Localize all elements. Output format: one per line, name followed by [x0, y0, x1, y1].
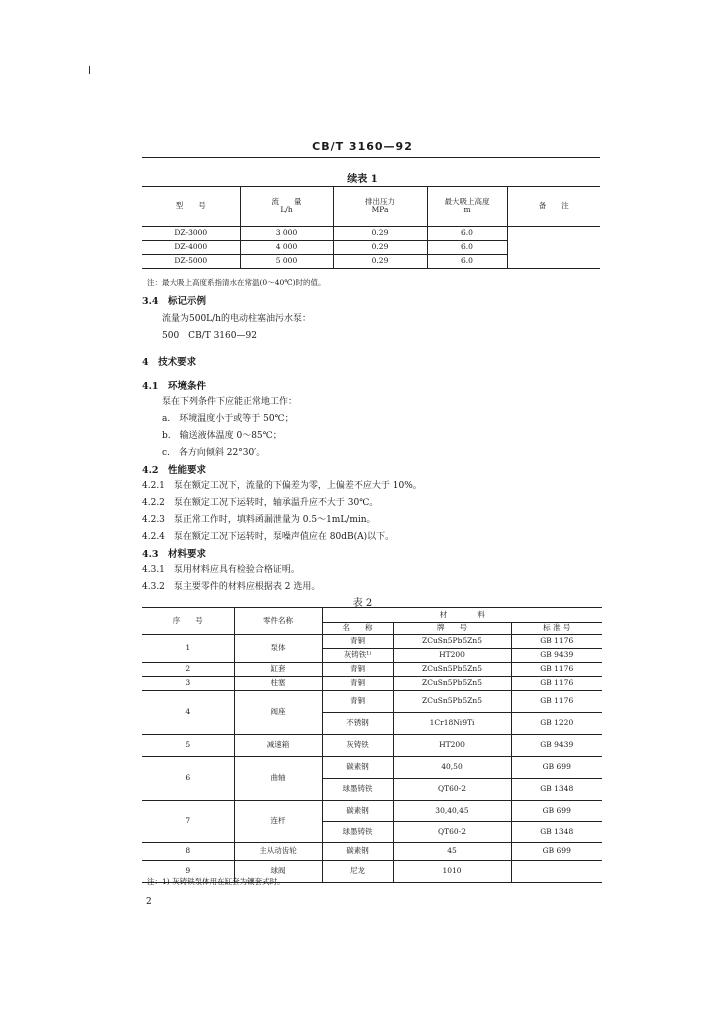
- section-4-2-2: 4.2.2 泵在额定工况下运转时，轴承温升应不大于 30℃。: [142, 498, 379, 508]
- section-4-2-title: 4.2 性能要求: [142, 465, 207, 476]
- t2-cell-part: 球阀: [234, 861, 322, 883]
- table-row: [142, 226, 600, 240]
- t2-cell-grade: 1Cr18Ni9Ti: [393, 713, 511, 735]
- t2-cell-grade: ZCuSn5Pb5Zn5: [393, 677, 511, 691]
- t1-cell-flow: 4 000: [240, 240, 333, 254]
- t2-cell-no: 2: [142, 663, 234, 677]
- t2-cell-mat-name: 碳素钢: [322, 757, 393, 779]
- t1-suction-label: 最大吸上高度: [444, 196, 490, 206]
- t2-cell-no: 4: [142, 691, 234, 735]
- table-row: [142, 735, 602, 757]
- section-4-3-1: 4.3.1 泵用材料应具有检验合格证明。: [142, 565, 300, 575]
- t2-cell-mat-name: 灰铸铁: [322, 735, 393, 757]
- t2-header-standard: 标 准 号: [511, 623, 602, 635]
- t1-cell-flow: 3 000: [240, 226, 333, 240]
- t1-header-suction: [427, 187, 507, 226]
- table-row: [142, 691, 602, 713]
- section-3-4-line2: 500 CB/T 3160—92: [162, 331, 257, 341]
- section-4-1-b: b. 输送液体温度 0～85℃；: [162, 431, 282, 441]
- section-4-2-3: 4.2.3 泵正常工作时，填料函漏泄量为 0.5～1mL/min。: [142, 515, 376, 525]
- t2-cell-standard: GB 1348: [511, 822, 602, 843]
- t2-cell-no: 8: [142, 843, 234, 861]
- standard-number-header: CB/T 3160—92: [312, 140, 413, 153]
- section-4-title: 4 技术要求: [142, 357, 197, 368]
- t1-cell-model: DZ-5000: [142, 254, 240, 268]
- t1-header-remarks: 备 注: [507, 187, 600, 226]
- t1-cell-flow: 5 000: [240, 254, 333, 268]
- t2-header-no: 序 号: [142, 608, 234, 635]
- table-row: [142, 635, 602, 649]
- t2-cell-mat-name: 球墨铸铁: [322, 779, 393, 801]
- t2-cell-mat-name: 球墨铸铁: [322, 822, 393, 843]
- t2-cell-mat-name: 青铜: [322, 691, 393, 713]
- t2-cell-no: 7: [142, 801, 234, 843]
- section-3-4-line1: 流量为500L/h的电动柱塞油污水泵：: [162, 314, 311, 324]
- t2-cell-no: 3: [142, 677, 234, 691]
- t1-flow-unit: L/h: [280, 205, 293, 215]
- t2-cell-grade: HT200: [393, 649, 511, 663]
- t2-cell-standard: GB 699: [511, 757, 602, 779]
- header-rule: [142, 157, 600, 158]
- t2-cell-mat-name: 不锈钢: [322, 713, 393, 735]
- t2-cell-standard: GB 1176: [511, 663, 602, 677]
- table-row: [142, 801, 602, 822]
- t2-cell-part: 泵体: [234, 635, 322, 663]
- section-4-1-intro: 泵在下列条件下应能正常地工作：: [162, 397, 298, 407]
- t2-cell-part: 阀座: [234, 691, 322, 735]
- section-4-3-2: 4.3.2 泵主要零件的材料应根据表 2 选用。: [142, 582, 321, 592]
- t2-cell-standard: GB 9439: [511, 649, 602, 663]
- t2-header-mat-name: 名 称: [322, 623, 393, 635]
- t1-header-pressure: [333, 187, 427, 226]
- t2-cell-mat-name: 碳素钢: [322, 843, 393, 861]
- t2-cell-no: 6: [142, 757, 234, 801]
- t2-cell-grade: 40,50: [393, 757, 511, 779]
- t2-cell-standard: GB 1176: [511, 691, 602, 713]
- t2-cell-grade: HT200: [393, 735, 511, 757]
- t2-cell-grade: 30,40,45: [393, 801, 511, 822]
- t1-cell-pressure: 0.29: [333, 226, 427, 240]
- t2-cell-part: 曲轴: [234, 757, 322, 801]
- t2-header-grade: 牌 号: [393, 623, 511, 635]
- t1-pressure-label: 排出压力: [365, 196, 395, 206]
- section-4-3-title: 4.3 材料要求: [142, 549, 207, 560]
- table-row: [142, 663, 602, 677]
- section-3-4-title: 3.4 标记示例: [142, 296, 207, 307]
- t1-suction-unit: m: [463, 205, 471, 215]
- t2-cell-standard: [511, 861, 602, 883]
- section-4-1-c: c. 各方向倾斜 22°30′。: [162, 448, 266, 458]
- t2-cell-part: 减速箱: [234, 735, 322, 757]
- t2-cell-grade: QT60-2: [393, 779, 511, 801]
- t1-cell-suction: 6.0: [427, 254, 507, 268]
- t2-cell-mat-name: 青铜: [322, 635, 393, 649]
- table-row: [142, 677, 602, 691]
- t2-cell-grade: ZCuSn5Pb5Zn5: [393, 663, 511, 677]
- t1-header-flow: [240, 187, 333, 226]
- table-row: [142, 843, 602, 861]
- t1-cell-suction: 6.0: [427, 226, 507, 240]
- table1-note: 注：最大吸上高度系指清水在常温(0～40℃)时的值。: [147, 278, 326, 287]
- t1-cell-model: DZ-4000: [142, 240, 240, 254]
- t2-cell-standard: GB 1176: [511, 677, 602, 691]
- table1-caption: 续表 1: [347, 174, 378, 185]
- table2: [142, 607, 602, 883]
- t2-cell-mat-name: 碳素钢: [322, 801, 393, 822]
- t2-header-part: 零件名称: [234, 608, 322, 635]
- table2-caption: 表 2: [352, 598, 373, 609]
- t2-cell-no: 1: [142, 635, 234, 663]
- t1-cell-suction: 6.0: [427, 240, 507, 254]
- t2-cell-part: 柱塞: [234, 677, 322, 691]
- t2-cell-no: 5: [142, 735, 234, 757]
- section-4-1-a: a. 环境温度小于或等于 50℃；: [162, 414, 294, 424]
- t2-cell-mat-name: 尼龙: [322, 861, 393, 883]
- t1-cell-pressure: 0.29: [333, 254, 427, 268]
- t1-cell-pressure: 0.29: [333, 240, 427, 254]
- t1-flow-label: 流 量: [271, 196, 302, 206]
- t2-cell-grade: 1010: [393, 861, 511, 883]
- t2-cell-part: 连杆: [234, 801, 322, 843]
- t2-cell-grade: QT60-2: [393, 822, 511, 843]
- table1: [142, 187, 600, 269]
- t2-header-material: 材 料: [322, 608, 602, 623]
- scan-mark: [89, 66, 90, 74]
- t1-pressure-unit: MPa: [371, 205, 389, 215]
- t2-cell-mat-name: 青铜: [322, 663, 393, 677]
- t2-cell-standard: GB 1220: [511, 713, 602, 735]
- section-4-2-4: 4.2.4 泵在额定工况下运转时，泵噪声值应在 80dB(A)以下。: [142, 532, 395, 542]
- t2-cell-grade: 45: [393, 843, 511, 861]
- t1-cell-remarks: [507, 226, 600, 268]
- t2-cell-mat-name: 灰铸铁¹⁾: [322, 649, 393, 663]
- t2-cell-standard: GB 1348: [511, 779, 602, 801]
- t2-cell-part: 主从动齿轮: [234, 843, 322, 861]
- section-4-1-title: 4.1 环境条件: [142, 381, 207, 392]
- page-number: 2: [146, 897, 152, 907]
- table-row: [142, 757, 602, 779]
- section-4-2-1: 4.2.1 泵在额定工况下，流量的下偏差为零，上偏差不应大于 10%。: [142, 481, 422, 491]
- t2-cell-standard: GB 9439: [511, 735, 602, 757]
- t2-cell-standard: GB 1176: [511, 635, 602, 649]
- t2-cell-no: 9: [142, 861, 234, 883]
- t2-cell-mat-name: 青铜: [322, 677, 393, 691]
- t2-cell-standard: GB 699: [511, 801, 602, 822]
- t1-cell-model: DZ-3000: [142, 226, 240, 240]
- t2-cell-part: 缸套: [234, 663, 322, 677]
- t2-cell-grade: ZCuSn5Pb5Zn5: [393, 635, 511, 649]
- table2-note: 注：1) 灰铸铁泵体用在缸套为镶套式时。: [147, 877, 285, 886]
- t2-cell-grade: ZCuSn5Pb5Zn5: [393, 691, 511, 713]
- t2-cell-standard: GB 699: [511, 843, 602, 861]
- t1-header-model: 型 号: [142, 187, 240, 226]
